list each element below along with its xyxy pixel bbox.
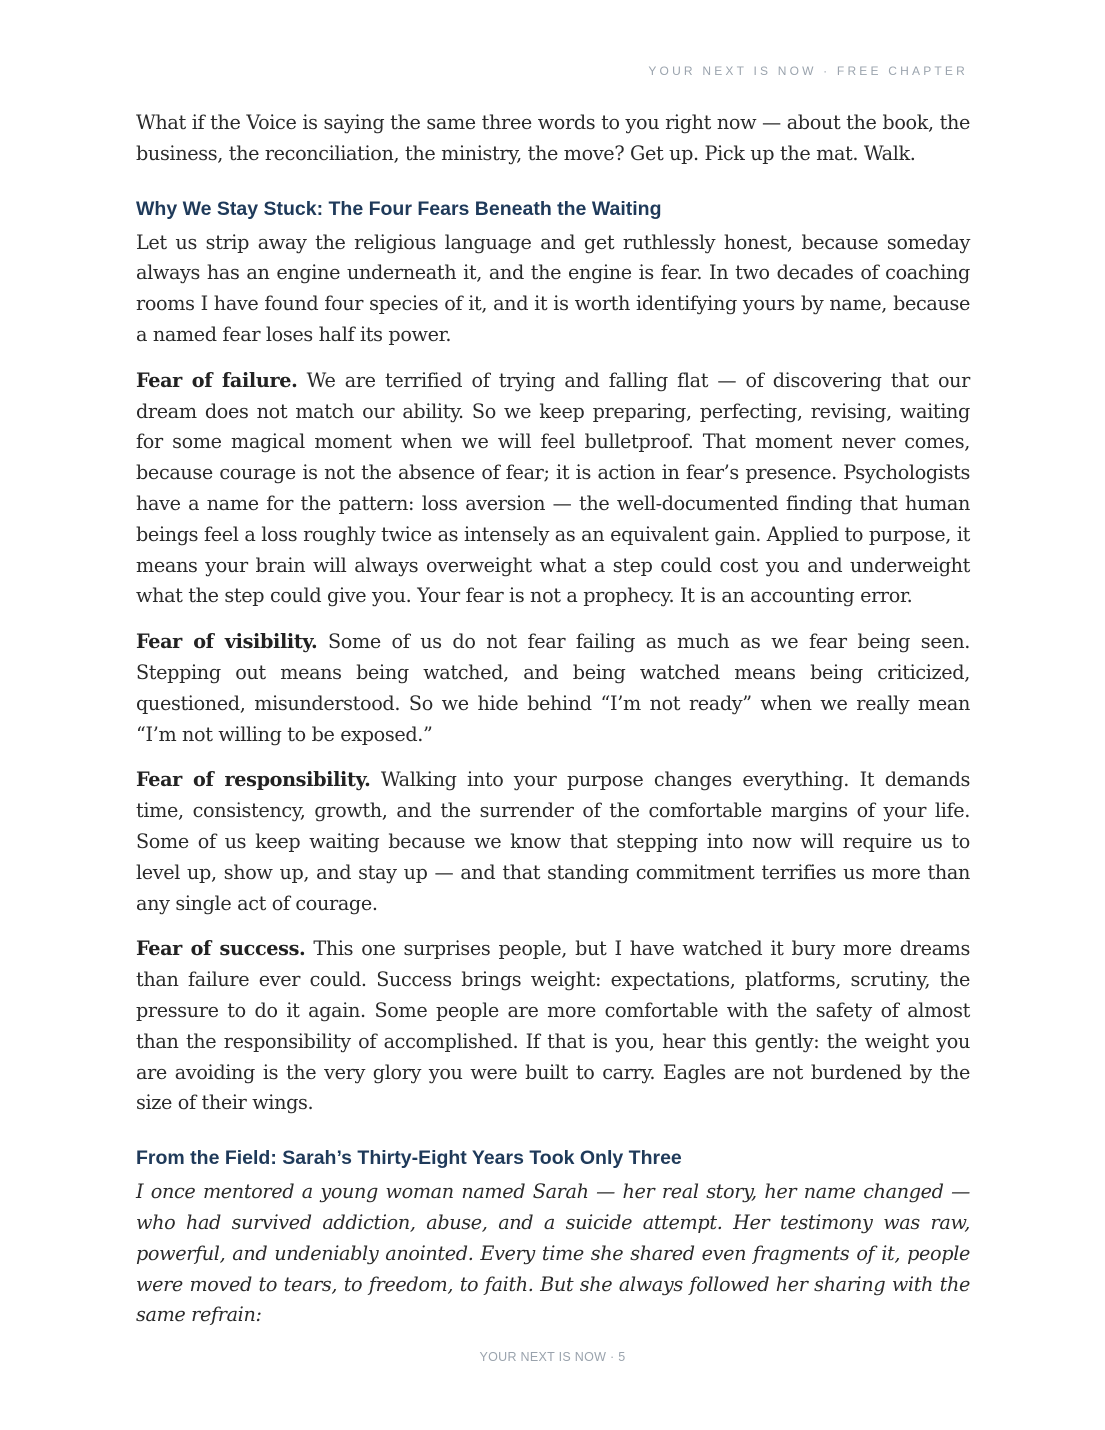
sarah-story-paragraph: I once mentored a young woman named Sarah — her real story, her name changed — who had survived addiction, abuse, and a suicide attempt. Her testimony was raw, powerful, and undeniably anointed. Every time she shared even fragments of it, people were moved to tears, to freedom, to faith. But she always followed her sharing with the same refrain: [136, 1180, 970, 1327]
page-content [136, 108, 970, 1346]
fear-of-responsibility-text: Walking into your purpose changes everything. It demands time, consistency, growth, and the surrender of the comfortable margins of your life. Some of us keep waiting because we know that stepping into now will require us to level up, show up, and stay up — and that standing commitment terrifies us more than any single act of courage. [136, 768, 970, 915]
fear-of-visibility-paragraph [136, 627, 970, 750]
running-header: YOUR NEXT IS NOW · FREE CHAPTER [648, 64, 968, 78]
fear-of-responsibility-paragraph [136, 765, 970, 919]
fear-of-visibility-text: Some of us do not fear failing as much as we fear being seen. Stepping out means being watched, and being watched means being criticized, questioned, misunderstood. So we hide behind “I’m not ready” when we really mean “I’m not willing to be exposed.” [136, 630, 970, 746]
fear-of-failure-text: We are terrified of trying and falling flat — of discovering that our dream does not match our ability. So we keep preparing, perfecting, revising, waiting for some magical moment when we will feel bulletproof. That moment never comes, because courage is not the absence of fear; it is action in fear’s presence. Psychologists have a name for the pattern: loss aversion — the well-documented finding that human beings feel a loss roughly twice as intensely as an equivalent gain. Applied to purpose, it means your brain will always overweight what a step could cost you and underweight what the step could give you. Your fear is not a prophecy. It is an accounting error. [136, 368, 970, 608]
page-footer: YOUR NEXT IS NOW · 5 [479, 1350, 626, 1364]
fear-of-failure-paragraph [136, 366, 970, 612]
section-heading-from-the-field: From the Field: Sarah’s Thirty-Eight Years Took Only Three [136, 1147, 682, 1170]
fear-of-visibility-lead: Fear of visibility. [136, 630, 318, 654]
fear-of-success-paragraph [136, 934, 970, 1119]
fear-of-failure-lead: Fear of failure. [136, 368, 298, 392]
intro-paragraph: What if the Voice is saying the same three words to you right now — about the book, the business, the reconciliation, the ministry, the move? Get up. Pick up the mat. Walk. [136, 111, 970, 165]
section-heading-four-fears: Why We Stay Stuck: The Four Fears Beneath the Waiting [136, 197, 662, 220]
fear-of-responsibility-lead: Fear of responsibility. [136, 768, 371, 792]
section-intro-paragraph: Let us strip away the religious language and get ruthlessly honest, because someday always has an engine underneath it, and the engine is fear. In two decades of coaching rooms I have found four species of it, and it is worth identifying yours by name, because a named fear loses half its power. [136, 230, 970, 346]
fear-of-success-text: This one surprises people, but I have watched it bury more dreams than failure ever could. Success brings weight: expectations, platforms, scrutiny, the pressure to do it again. Some people are more comfortable with the safety of almost than the responsibility of accomplished. If that is you, hear this gently: the weight you are avoiding is the very glory you were built to carry. Eagles are not burdened by the size of their wings. [136, 937, 970, 1115]
fear-of-success-lead: Fear of success. [136, 937, 306, 961]
